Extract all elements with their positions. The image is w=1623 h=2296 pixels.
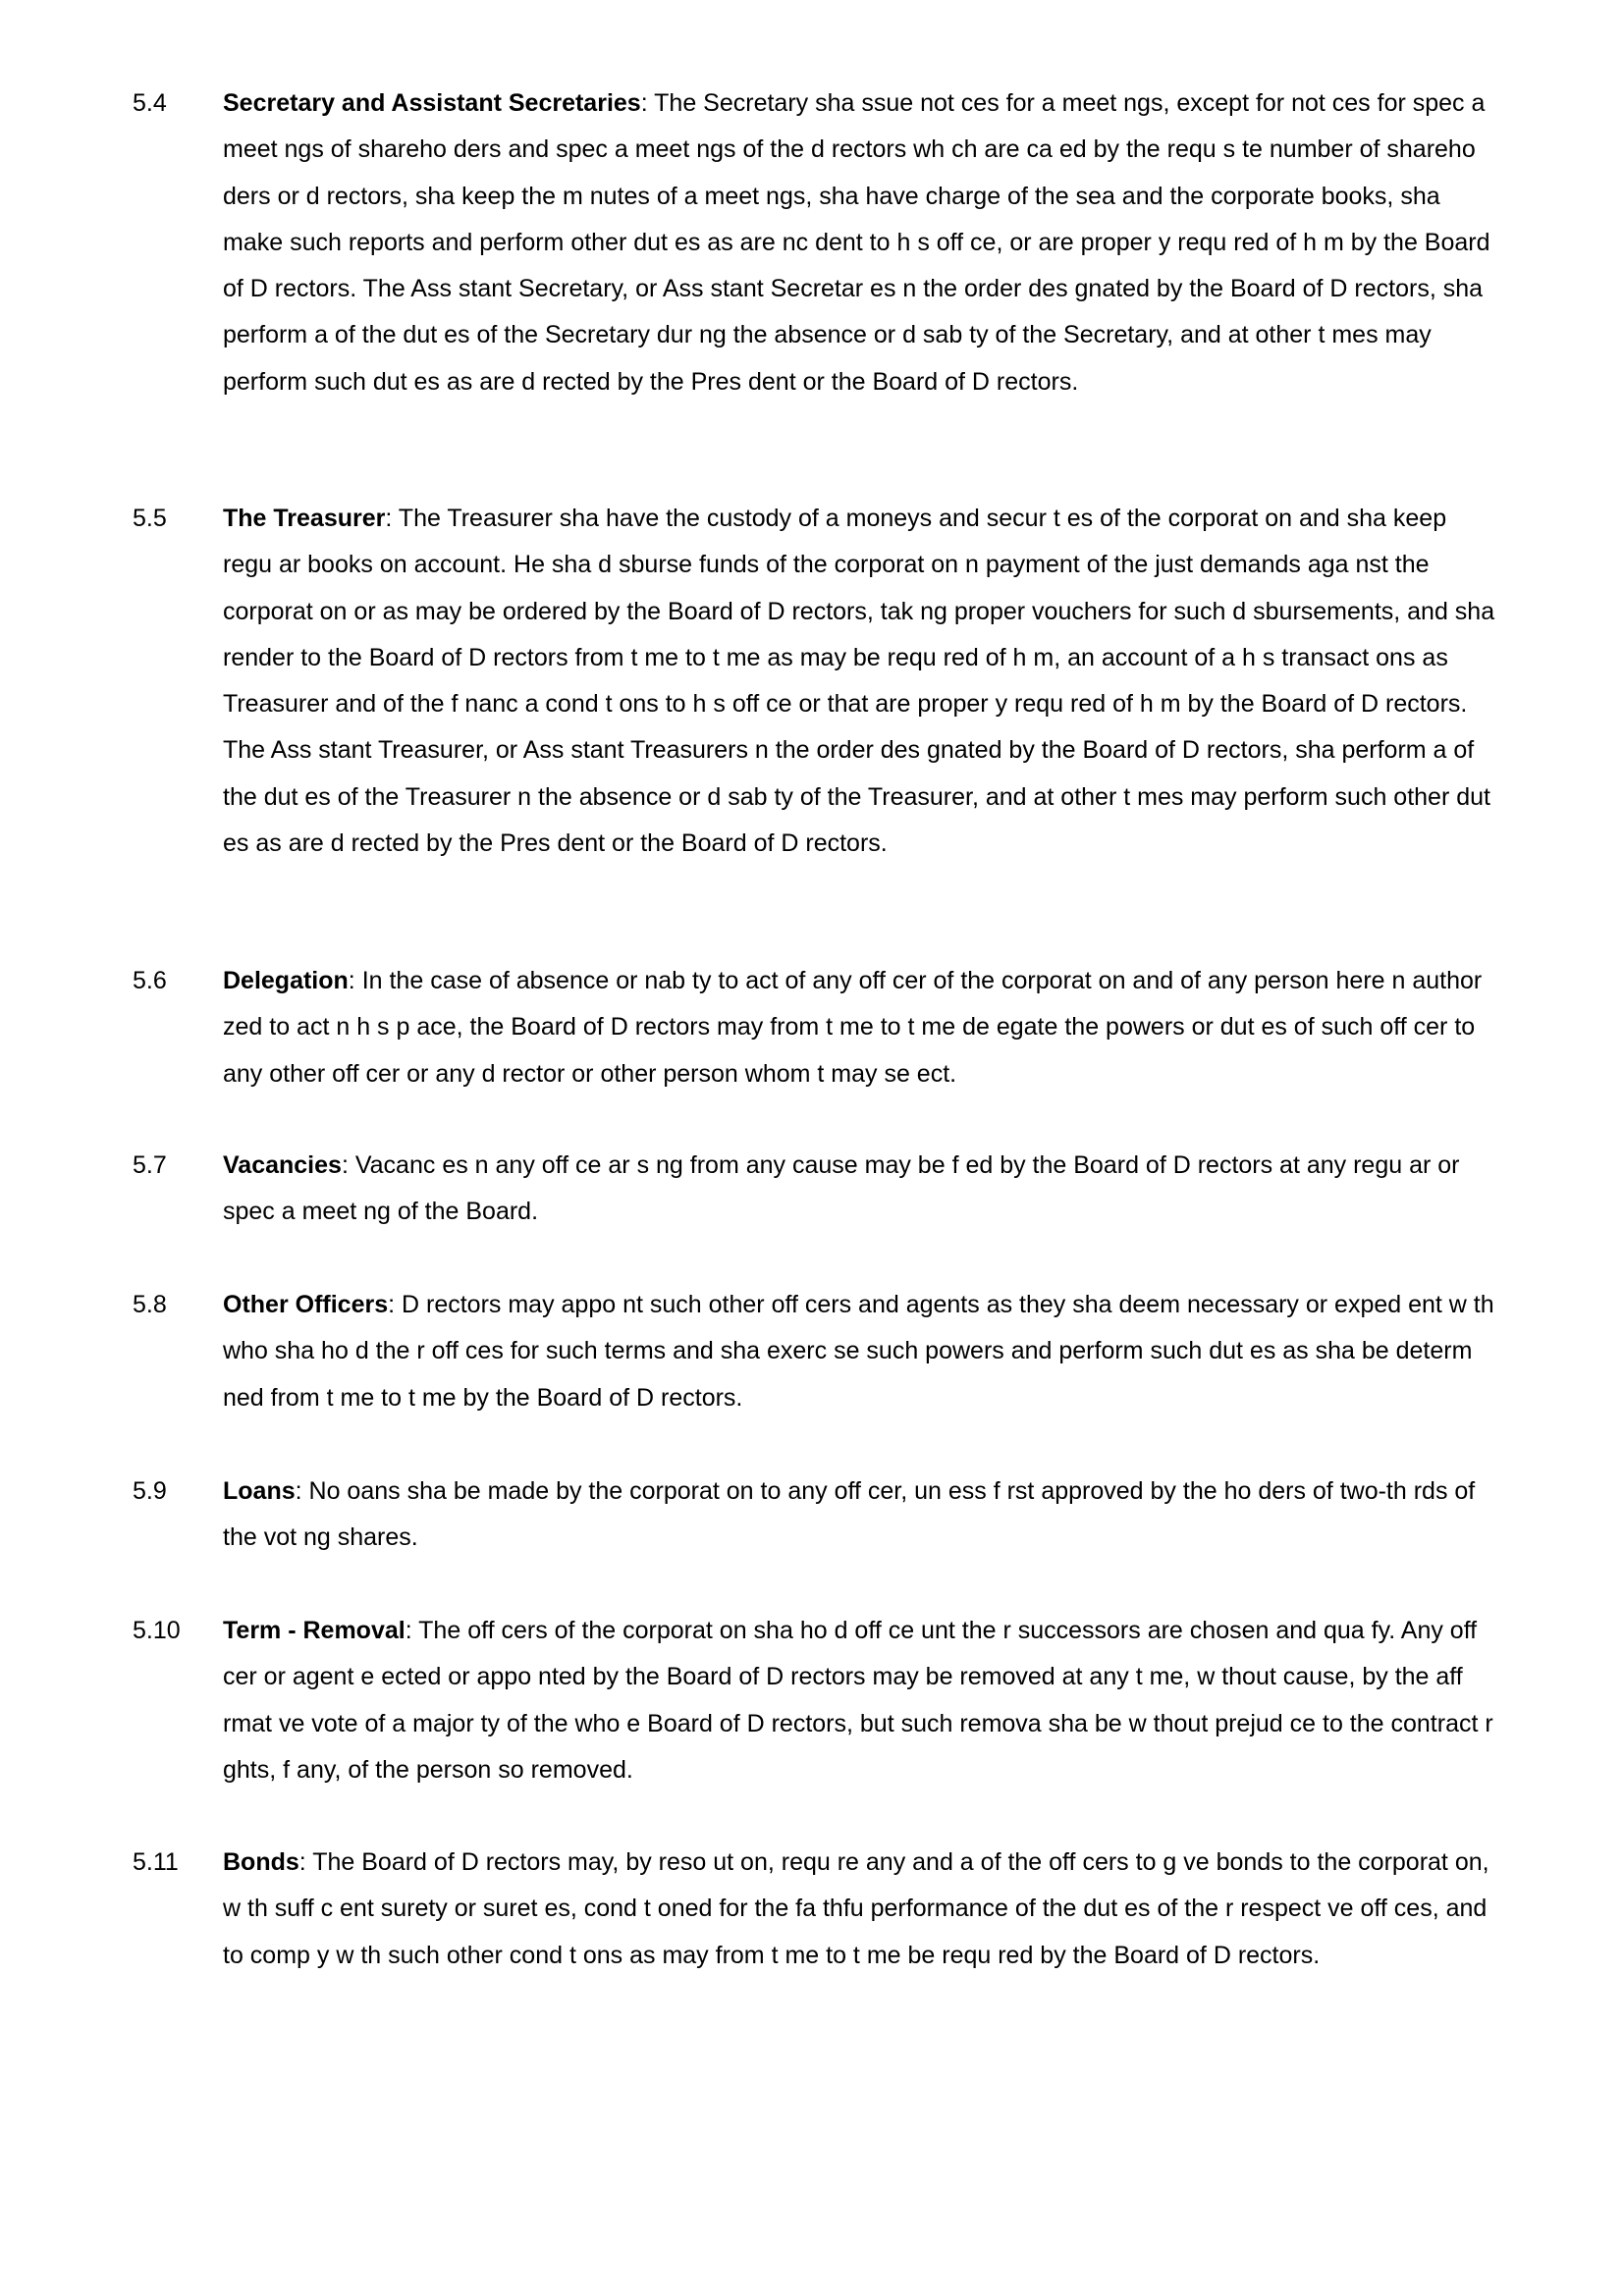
- section-text: D rectors may appo nt such other off cers and agents as they sha deem necessary or exped ent w th who sha ho d the r off ces for such terms and sha exerc se such powers and perform such dut es as sha be determ ned from t me to t me by the Board of D rectors.: [223, 1291, 1494, 1412]
- section-colon: :: [405, 1617, 412, 1644]
- section-heading: Term - Removal: [223, 1617, 406, 1644]
- section-number: 5.4: [133, 89, 167, 117]
- section-number: 5.6: [133, 967, 167, 994]
- section-number: 5.8: [133, 1291, 167, 1318]
- section-heading: Other Officers: [223, 1291, 389, 1318]
- section-body: [223, 80, 1499, 405]
- section-heading: Vacancies: [223, 1151, 342, 1179]
- section-heading: Secretary and Assistant Secretaries: [223, 89, 641, 117]
- section-heading: Delegation: [223, 967, 349, 994]
- section-body: [223, 1840, 1499, 1979]
- section-body: [223, 496, 1499, 867]
- section-colon: :: [295, 1477, 302, 1505]
- section-body: [223, 1468, 1499, 1562]
- section-text: No oans sha be made by the corporat on to any off cer, un ess f rst approved by the ho ders of two-th rds of the vot ng shares.: [223, 1477, 1476, 1552]
- section-number: 5.11: [133, 1848, 179, 1876]
- section-text: The off cers of the corporat on sha ho d off ce unt the r successors are chosen and qua fy. Any off cer or agent e ected or appo nted by the Board of D rectors may be removed at any t me, w thout cause, by the aff rmat ve vote of a major ty of the who e Board of D rectors, but such remova sha be w thout prejud ce to the contract r ghts, f any, of the person so removed.: [223, 1617, 1493, 1784]
- section-colon: :: [348, 967, 355, 994]
- section-text: The Secretary sha ssue not ces for a meet ngs, except for not ces for spec a meet ngs of shareho ders and spec a meet ngs of the d rectors wh ch are ca ed by the requ s te number of shareho ders or d rectors, sha keep the m nutes of a meet ngs, sha have charge of the sea and the corporate books, sha make such reports and perform other dut es as are nc dent to h s off ce, or are proper y requ red of h m by the Board of D rectors. The Ass stant Secretary, or Ass stant Secretar es n the order des gnated by the Board of D rectors, sha perform a of the dut es of the Secretary dur ng the absence or d sab ty of the Secretary, and at other t mes may perform such dut es as are d rected by the Pres dent or the Board of D rectors.: [223, 89, 1490, 396]
- section-heading: Loans: [223, 1477, 296, 1505]
- section-text: The Treasurer sha have the custody of a moneys and secur t es of the corporat on and sha keep regu ar books on account. He sha d sburse funds of the corporat on n payment of the just demands aga nst the corporat on or as may be ordered by the Board of D rectors, tak ng proper vouchers for such d sbursements, and sha render to the Board of D rectors from t me to t me as may be requ red of h m, an account of a h s transact ons as Treasurer and of the f nanc a cond t ons to h s off ce or that are proper y requ red of h m by the Board of D rectors. The Ass stant Treasurer, or Ass stant Treasurers n the order des gnated by the Board of D rectors, sha perform a of the dut es of the Treasurer n the absence or d sab ty of the Treasurer, and at other t mes may perform such other dut es as are d rected by the Pres dent or the Board of D rectors.: [223, 505, 1495, 858]
- section-body: [223, 1143, 1499, 1236]
- section-number: 5.10: [133, 1617, 181, 1644]
- section-text: The Board of D rectors may, by reso ut on, requ re any and a of the off cers to g ve bonds to the corporat on, w th suff c ent surety or suret es, cond t oned for the fa thfu performance of the dut es of the r respect ve off ces, and to comp y w th such other cond t ons as may from t me to t me be requ red by the Board of D rectors.: [223, 1848, 1489, 1969]
- section-body: [223, 1282, 1499, 1421]
- section-number: 5.7: [133, 1151, 167, 1179]
- section-heading: The Treasurer: [223, 505, 386, 532]
- section-colon: :: [640, 89, 648, 117]
- section-number: 5.9: [133, 1477, 167, 1505]
- section-colon: :: [341, 1151, 349, 1179]
- section-colon: :: [385, 505, 393, 532]
- section-number: 5.5: [133, 505, 167, 532]
- section-text: Vacanc es n any off ce ar s ng from any cause may be f ed by the Board of D rectors at any regu ar or spec a meet ng of the Board.: [223, 1151, 1460, 1226]
- section-body: [223, 958, 1499, 1097]
- section-body: [223, 1608, 1499, 1793]
- section-colon: :: [388, 1291, 396, 1318]
- section-colon: :: [298, 1848, 306, 1876]
- section-text: In the case of absence or nab ty to act of any off cer of the corporat on and of any person here n author zed to act n h s p ace, the Board of D rectors may from t me to t me de egate the powers or dut es of such off cer to any other off cer or any d rector or other person whom t may se ect.: [223, 967, 1483, 1088]
- section-heading: Bonds: [223, 1848, 299, 1876]
